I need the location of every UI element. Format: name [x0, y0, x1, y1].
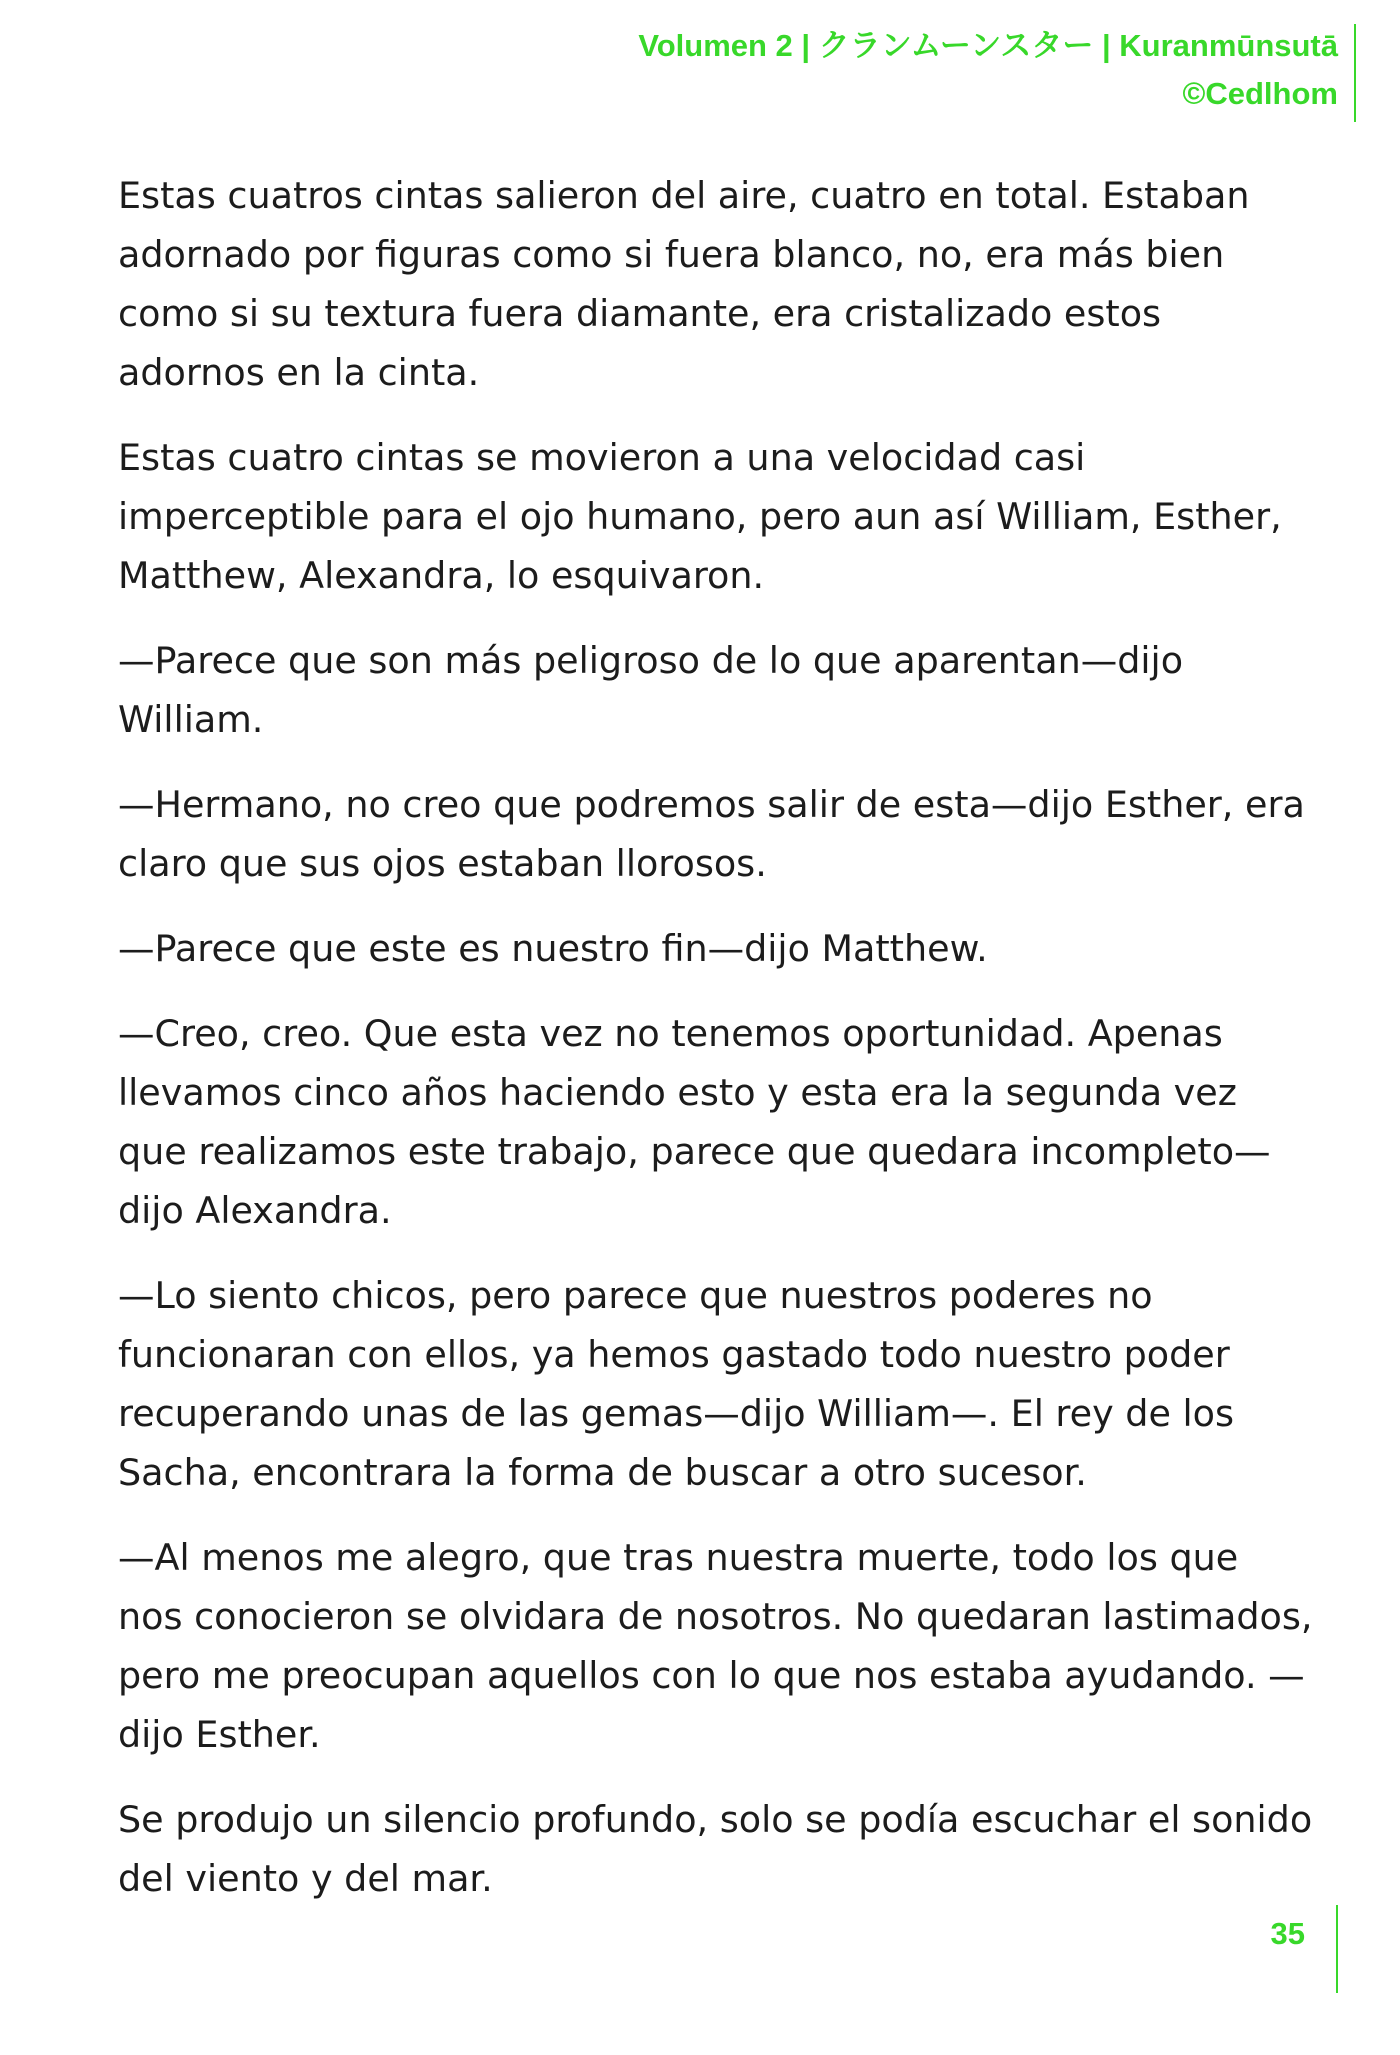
footer-divider [1336, 1905, 1338, 1993]
header-divider [1354, 24, 1356, 122]
paragraph: Se produjo un silencio profundo, solo se podía escuchar el sonido del viento y del mar. [118, 1798, 1313, 1900]
running-header [438, 22, 1338, 118]
paragraph: —Al menos me alegro, que tras nuestra muerte, todo los que nos conocieron se olvidara de nosotros. No quedaran lastimados, pero me preocupan aquellos con lo que nos estaba ayudando. —dijo Esther. [118, 1536, 1313, 1756]
paragraph: —Lo siento chicos, pero parece que nuestros poderes no funcionaran con ellos, ya hemos gastado todo nuestro poder recuperando unas de las gemas—dijo William—. El rey de los Sacha, encontrara la forma de buscar a otro sucesor. [118, 1274, 1235, 1494]
paragraph: —Parece que son más peligroso de lo que aparentan—dijo William. [118, 639, 1184, 741]
paragraph: Estas cuatro cintas se movieron a una velocidad casi imperceptible para el ojo humano, pero aun así William, Esther, Matthew, Alexandra, lo esquivaron. [118, 436, 1282, 597]
page-body [118, 166, 1313, 1934]
header-title: Volumen 2 | クランムーンスター | Kuranmūnsutā [638, 28, 1338, 63]
paragraph: Estas cuatros cintas salieron del aire, cuatro en total. Estaban adornado por figuras como si fuera blanco, no, era más bien como si su textura fuera diamante, era cristalizado estos adornos en la cinta. [118, 174, 1250, 394]
paragraph: —Hermano, no creo que podremos salir de esta—dijo Esther, era claro que sus ojos estaban llorosos. [118, 783, 1305, 885]
paragraph: —Parece que este es nuestro fin—dijo Matthew. [118, 927, 988, 970]
page-number: 35 [1270, 1916, 1305, 1951]
header-copyright: ©Cedlhom [1182, 76, 1338, 111]
paragraph: —Creo, creo. Que esta vez no tenemos oportunidad. Apenas llevamos cinco años haciendo esto y esta era la segunda vez que realizamos este trabajo, parece que quedara incompleto—dijo Alexandra. [118, 1012, 1271, 1232]
